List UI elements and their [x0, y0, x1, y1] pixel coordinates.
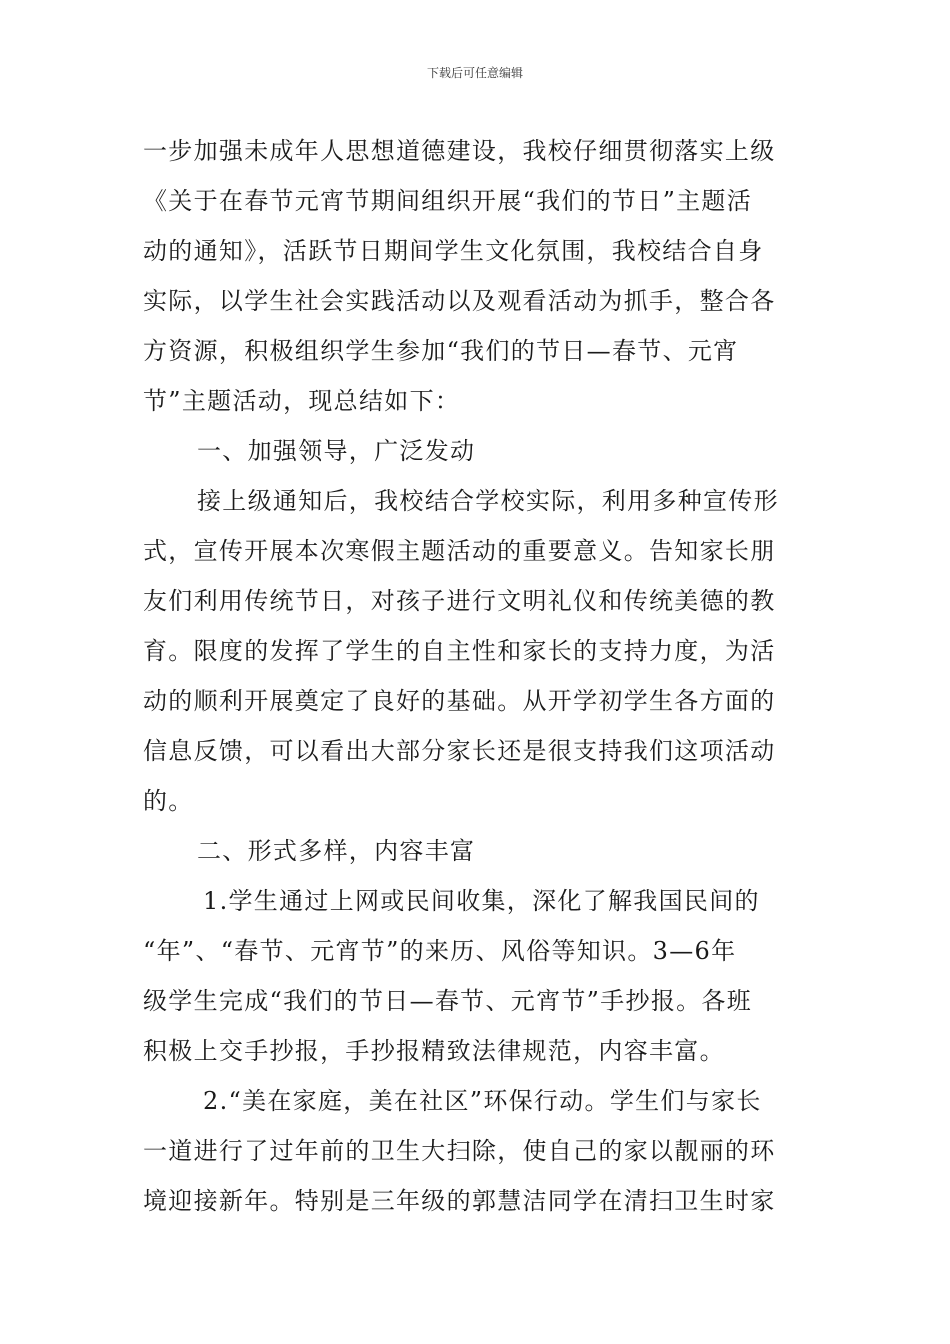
- body-line: 积极上交手抄报，手抄报精致法律规范，内容丰富。: [143, 1037, 725, 1065]
- body-line: 节”主题活动，现总结如下：: [143, 387, 461, 415]
- body-line: 信息反馈，可以看出大部分家长还是很支持我们这项活动: [143, 737, 776, 765]
- section-heading: 二、形式多样，内容丰富: [197, 837, 476, 865]
- body-line: 级学生完成“我们的节日—春节、元宵节”手抄报。各班: [143, 987, 753, 1015]
- body-line: 育。限度的发挥了学生的自主性和家长的支持力度，为活: [143, 637, 776, 665]
- body-line: 友们利用传统节日，对孩子进行文明礼仪和传统美德的教: [143, 587, 776, 615]
- body-line: 动的顺利开展奠定了良好的基础。从开学初学生各方面的: [143, 687, 776, 715]
- body-line: 接上级通知后，我校结合学校实际，利用多种宣传形: [197, 487, 779, 515]
- body-line: 《关于在春节元宵节期间组织开展“我们的节日”主题活: [143, 187, 753, 215]
- body-line: 实际，以学生社会实践活动以及观看活动为抓手，整合各: [143, 287, 776, 315]
- body-line: 一道进行了过年前的卫生大扫除，使自己的家以靓丽的环: [143, 1137, 776, 1165]
- body-line: 一步加强未成年人思想道德建设，我校仔细贯彻落实上级: [143, 137, 776, 165]
- body-line: 动的通知》，活跃节日期间学生文化氛围，我校结合自身: [143, 237, 764, 265]
- section-heading: 一、加强领导，广泛发动: [197, 437, 476, 465]
- body-line: 1.学生通过上网或民间收集，深化了解我国民间的: [203, 887, 760, 915]
- document-body: [143, 126, 810, 1226]
- body-line: 2.“美在家庭，美在社区”环保行动。学生们与家长: [203, 1087, 762, 1115]
- body-line: 方资源，积极组织学生参加“我们的节日—春节、元宵: [143, 337, 739, 365]
- body-line: 式，宣传开展本次寒假主题活动的重要意义。告知家长朋: [143, 537, 776, 565]
- body-line: “年”、“春节、元宵节”的来历、风俗等知识。3—6年: [143, 937, 737, 965]
- header-note: 下载后可任意编辑: [426, 66, 523, 80]
- body-line: 境迎接新年。特别是三年级的郭慧洁同学在清扫卫生时家: [143, 1187, 776, 1215]
- body-line: 的。: [143, 787, 194, 815]
